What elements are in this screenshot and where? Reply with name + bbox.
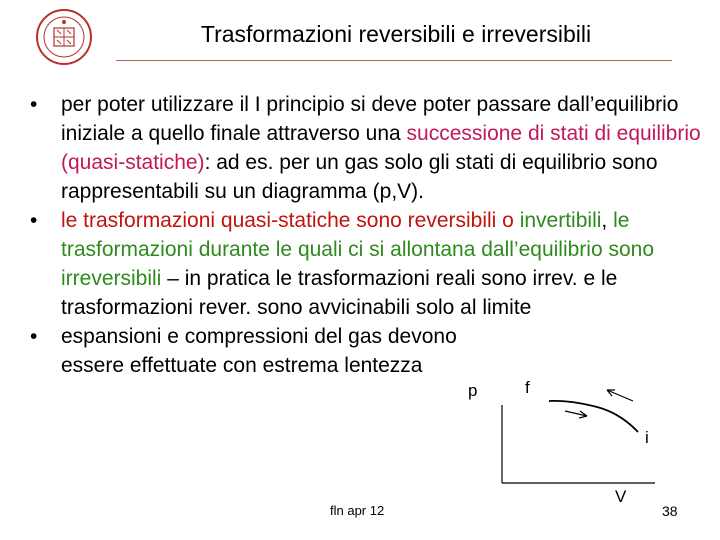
- bullet-text-segment: ,: [601, 209, 614, 232]
- page-number: 38: [662, 503, 678, 519]
- footer-text: fln apr 12: [330, 503, 385, 518]
- bullet-text-segment-highlight: successione di stati di equilibrio (quasi-statiche): [61, 122, 701, 174]
- x-axis-label: V: [615, 487, 627, 505]
- university-seal-icon: [24, 8, 104, 66]
- bullet-text-segment-highlight: le trasformazioni durante le quali ci si allontana dall’equilibrio sono irreversibili: [61, 209, 655, 290]
- bullet-marker: •: [30, 209, 38, 232]
- final-state-label: f: [525, 378, 530, 397]
- initial-state-label: i: [645, 428, 649, 447]
- bullet-text-segment: per poter utilizzare il I principio si deve poter passare dall’equilibrio iniziale a quello finale attraverso una: [61, 93, 679, 145]
- bullet-item: [30, 206, 710, 322]
- y-axis-label: p: [468, 381, 478, 400]
- bullet-marker: •: [30, 325, 38, 348]
- bullet-text-segment: espansioni e compressioni del gas devono essere effettuate con estrema lentezza: [61, 325, 457, 377]
- page-title: Trasformazioni reversibili e irreversibili: [200, 21, 592, 47]
- bullet-text-segment-highlight: le trasformazioni quasi-statiche sono reversibili o: [61, 209, 520, 232]
- title-divider: [116, 60, 672, 61]
- bullet-text-segment: – in pratica le trasformazioni reali sono irrev. e le trasformazioni rever. sono avvicinabili solo al limite: [61, 267, 618, 319]
- bullet-list: [30, 90, 710, 380]
- bullet-item: [30, 90, 710, 206]
- bullet-item: [30, 322, 521, 380]
- bullet-text-segment: : ad es. per un gas solo gli stati di equilibrio sono rappresentabili su un diagramma (p,V).: [61, 151, 658, 203]
- process-curve: [549, 401, 638, 432]
- bullet-marker: •: [30, 93, 38, 116]
- pv-diagram: [455, 375, 685, 505]
- bullet-text-segment-highlight: invertibili: [519, 209, 602, 232]
